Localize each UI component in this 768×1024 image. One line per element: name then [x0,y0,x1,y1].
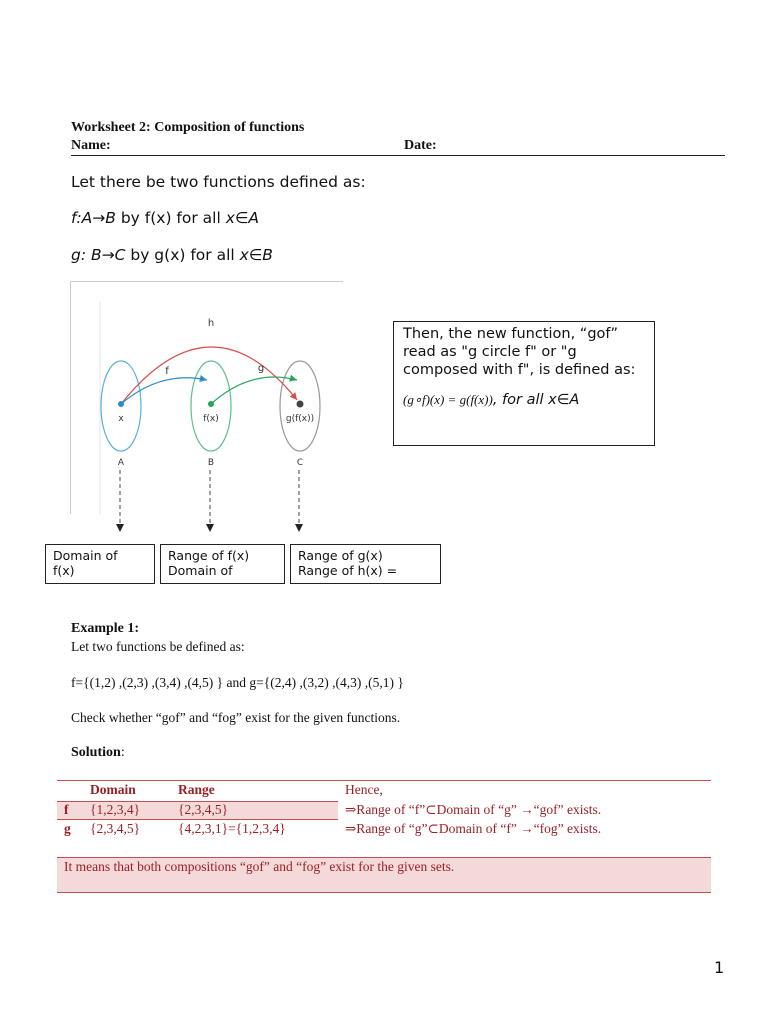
formula-lhs: (g∘f)(x) [403,392,445,407]
label-x: x [118,414,124,424]
conclusion-text: It means that both compositions “gof” and “fog” exist for the given sets. [64,859,455,874]
g-mapping: : B→C [80,246,126,264]
row-f-label: f [64,802,69,817]
name-label: Name: [71,138,111,153]
composition-definition-box [393,321,655,446]
row-g-range: {4,2,3,1}={1,2,3,4} [178,821,286,836]
formula-eq: = g(f(x)) [444,392,493,407]
result-gof: ⇒Range of “f”⊂Domain of “g” →“gof” exists. [345,802,602,817]
range-f-line1: Range of f(x) [168,548,250,563]
g-signature: g [71,246,81,264]
page-number: 1 [714,958,725,977]
row-f-domain: {1,2,3,4} [90,802,141,817]
column-domain-header: Domain [90,782,136,797]
connector-a-head [116,524,124,532]
solution-colon: : [120,745,125,760]
conclusion-bottom-rule [57,892,711,893]
connector-c-head [295,524,303,532]
formula-tail: , for all [492,392,549,408]
date-label: Date: [404,138,437,153]
label-set-a: A [117,458,125,468]
row-f-bottom-rule [57,819,338,820]
solution-word: Solution [71,745,121,760]
example-sets: f={(1,2) ,(2,3) ,(3,4) ,(4,5) } and g={(2,4) ,(3,2) ,(4,3) ,(5,1) } [71,675,404,690]
row-f-range: {2,3,4,5} [178,802,229,817]
label-h: h [207,318,215,329]
range-g-line1: Range of g(x) [298,548,383,563]
label-f: f [165,366,169,377]
conclusion-top-rule [57,857,711,858]
result-fog: ⇒Range of “g”⊂Domain of “f” →“fog” exists. [345,821,602,836]
row-g-label: g [64,821,71,836]
connector-b-head [206,524,214,532]
f-condition: x∈A [225,209,259,227]
example-question: Check whether “gof” and “fog” exist for the given functions. [71,710,401,725]
f-rest: by f(x) for all [115,209,226,227]
g-condition: x∈B [239,246,273,264]
example-title: Example 1: [71,621,140,636]
label-set-c: C [296,458,304,468]
worksheet-title: Worksheet 2: Composition of functions [71,120,305,135]
g-rest: by g(x) for all [125,246,240,264]
label-fx: f(x) [203,414,219,424]
label-g: g [257,363,265,374]
domain-f-line2: f(x) [53,563,75,578]
column-range-header: Range [178,782,215,797]
composition-formula [403,391,645,409]
label-gfx: g(f(x)) [285,414,315,424]
solution-label [71,745,125,761]
row-g-domain: {2,3,4,5} [90,821,141,836]
f-signature: f:A→B [71,209,116,227]
domain-f-line1: Domain of [53,548,118,563]
example-intro: Let two functions be defined as: [71,639,245,654]
composition-definition-text: Then, the new function, “gof” read as "g circle f" or "g composed with f", is defined as: [403,326,636,378]
table-top-rule [57,780,711,781]
domain-f-box [45,544,155,584]
range-f-line2: Domain of [168,563,233,578]
range-g-line2: Range of h(x) = [298,563,398,578]
range-g-box [290,544,441,584]
intro-text: Let there be two functions defined as: [71,173,366,191]
formula-condition: x∈A [548,392,580,408]
range-f-box [160,544,285,584]
hence-text: Hence, [345,782,383,797]
label-set-b: B [207,458,215,468]
